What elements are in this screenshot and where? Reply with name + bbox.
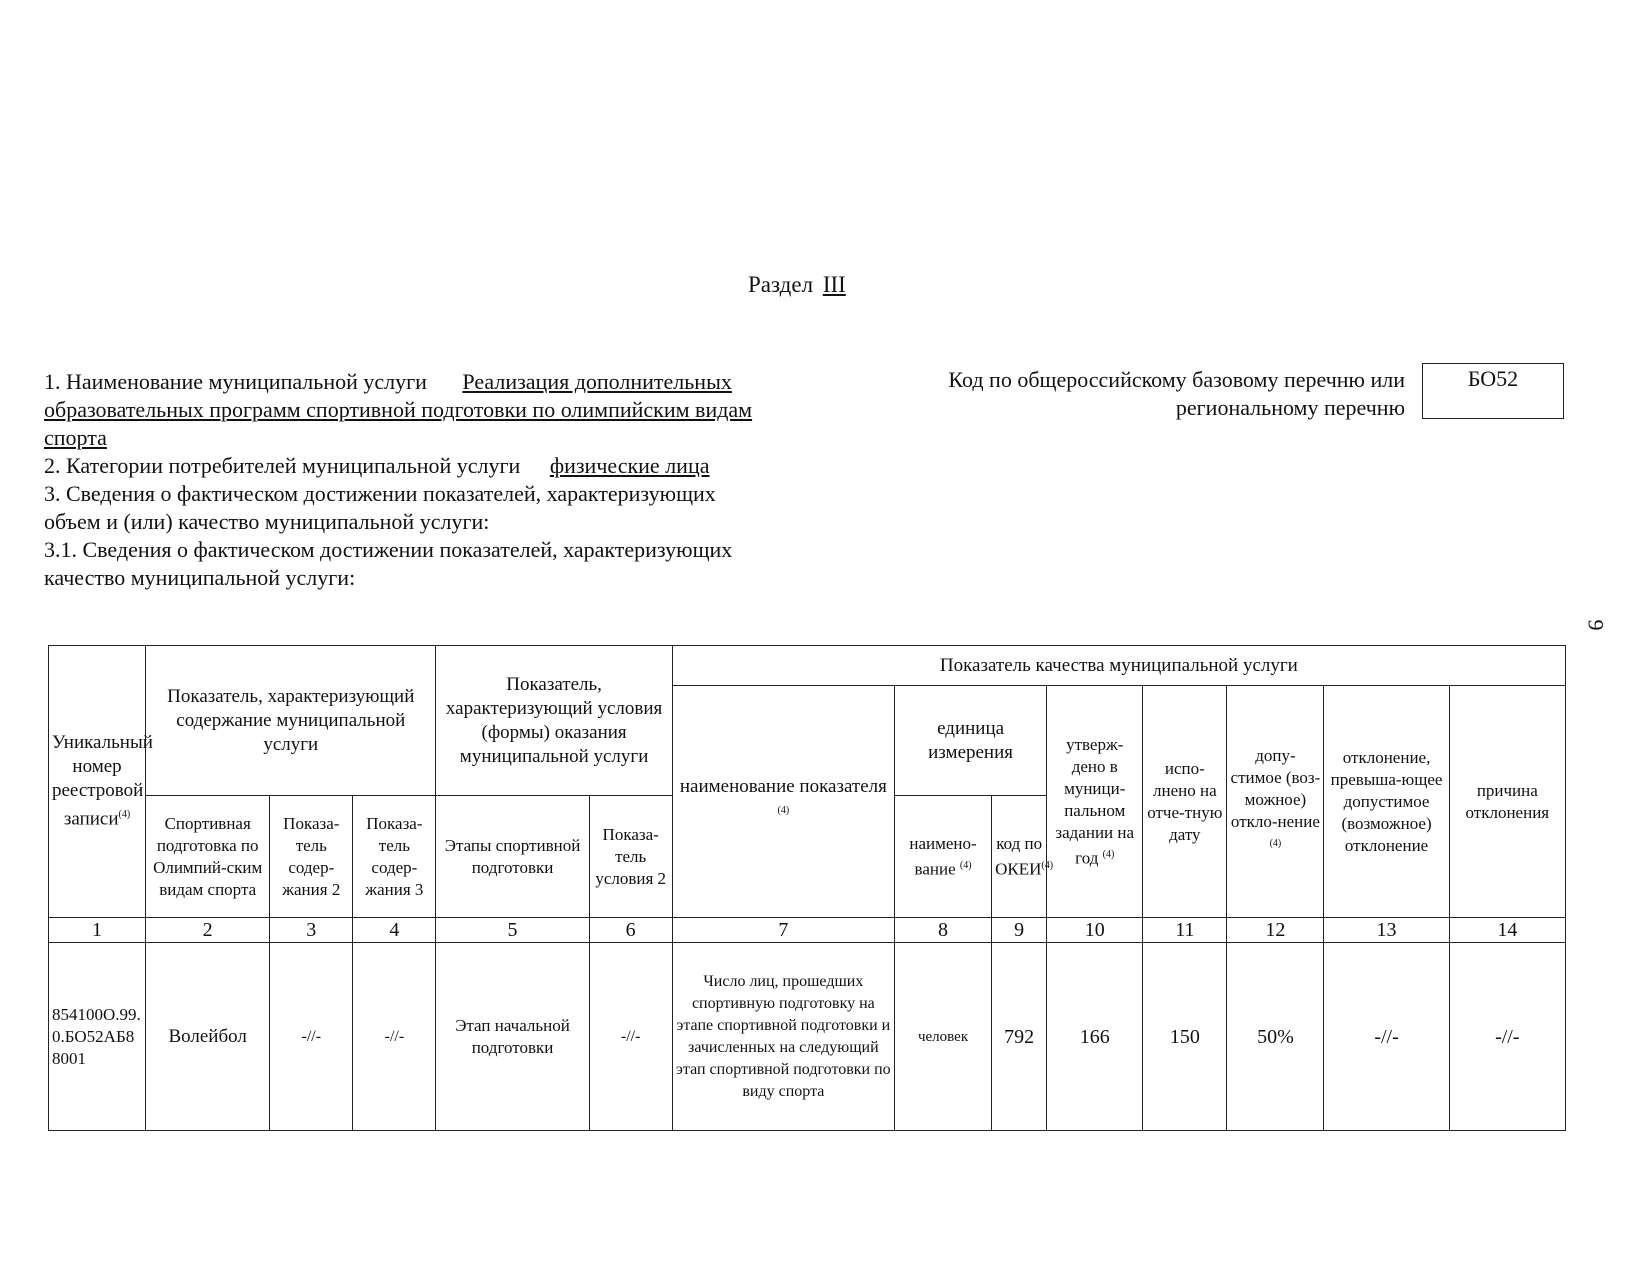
section-title: [748, 272, 850, 298]
header-stages: Этапы спортивной подготовки: [436, 796, 589, 918]
cell-content2: -//-: [270, 943, 353, 1131]
col-number: 13: [1324, 918, 1449, 943]
item31-line2: качество муниципальной услуги:: [44, 565, 356, 590]
header-unit: единица измерения: [895, 686, 1047, 796]
header-content3: Показа-тель содер-жания 3: [353, 796, 436, 918]
cell-indicator: Число лиц, прошедших спортивную подготовку на этапе спортивной подготовки и зачисленных на следующий этап спортивной подготовки по виду спорта: [672, 943, 894, 1131]
quality-table: [48, 645, 1566, 1131]
category-value: физические лица: [549, 453, 710, 478]
col-number: 8: [895, 918, 992, 943]
header-sport: Спортивная подготовка по Олимпий-ским видам спорта: [146, 796, 270, 918]
col-number: 6: [589, 918, 672, 943]
cell-content3: -//-: [353, 943, 436, 1131]
table-row: [49, 943, 1566, 1131]
service-name-line: [44, 368, 874, 396]
code-label-line1: Код по общероссийскому базовому перечню или: [948, 367, 1405, 392]
service-name-label: 1. Наименование муниципальной услуги: [44, 369, 427, 394]
cell-sport: Волейбол: [146, 943, 270, 1131]
header-cond2: Показа-тель условия 2: [589, 796, 672, 918]
code-label-line2: региональному перечню: [1175, 395, 1405, 420]
category-line: [44, 452, 874, 480]
header-unit-name: наимено-вание $^{(4)}$: [895, 796, 992, 918]
cell-unit: человек: [895, 943, 992, 1131]
col-number: 9: [992, 918, 1047, 943]
cell-stage: Этап начальной подготовки: [436, 943, 589, 1131]
service-info: [44, 368, 874, 592]
header-reason: причина отклонения: [1449, 686, 1565, 918]
header-approved: утверж-дено в муници-пальном задании на год $^{(4)}$: [1047, 686, 1143, 918]
col-number: 10: [1047, 918, 1143, 943]
item3-line2: объем и (или) качество муниципальной услуги:: [44, 509, 490, 534]
header-deviation: отклонение, превыша-ющее допустимое (возможное) отклонение: [1324, 686, 1449, 918]
col-number: 3: [270, 918, 353, 943]
item31-line1: 3.1. Сведения о фактическом достижении показателей, характеризующих: [44, 537, 733, 562]
service-name-value-1: Реализация дополнительных: [462, 369, 732, 394]
col-number: 7: [672, 918, 894, 943]
header-content: Показатель, характеризующий содержание муниципальной услуги: [146, 646, 436, 796]
service-name-value-2: образовательных программ спортивной подготовки по олимпийским видам: [44, 397, 753, 422]
cell-done: 150: [1143, 943, 1227, 1131]
cell-okei: 792: [992, 943, 1047, 1131]
header-content2: Показа-тель содер-жания 2: [270, 796, 353, 918]
col-number: 14: [1449, 918, 1565, 943]
col-number: 2: [146, 918, 270, 943]
cell-allowed: 50%: [1227, 943, 1324, 1131]
header-okei: код по ОКЕИ$^{(4)}$: [992, 796, 1047, 918]
code-box: БО52: [1422, 363, 1564, 419]
category-label: 2. Категории потребителей муниципальной услуги: [44, 453, 521, 478]
header-allowed: допу-стимое (воз-можное) откло-нение $^{(4)}$: [1227, 686, 1324, 918]
col-number: 5: [436, 918, 589, 943]
item3-line1: 3. Сведения о фактическом достижении показателей, характеризующих: [44, 481, 716, 506]
cell-approved: 166: [1047, 943, 1143, 1131]
col-number: 4: [353, 918, 436, 943]
code-label: [905, 366, 1405, 422]
cell-deviation: -//-: [1324, 943, 1449, 1131]
header-quality: Показатель качества муниципальной услуги: [672, 646, 1565, 686]
header-indicator-name: наименование показателя $^{(4)}$: [672, 686, 894, 918]
header-conditions: Показатель, характеризующий условия (формы) оказания муниципальной услуги: [436, 646, 672, 796]
col-number: 1: [49, 918, 146, 943]
section-number: III: [822, 272, 846, 297]
header-done: испо-лнено на отче-тную дату: [1143, 686, 1227, 918]
cell-reason: -//-: [1449, 943, 1565, 1131]
cell-cond2: -//-: [589, 943, 672, 1131]
cell-unique: 854100О.99.0.БО52АБ88001: [49, 943, 146, 1131]
page-number: 9: [1583, 619, 1609, 631]
service-name-value-3: спорта: [44, 425, 107, 450]
col-number: 11: [1143, 918, 1227, 943]
header-unique: Уникальный номер реестровой записи$^{(4)}$: [49, 646, 146, 918]
col-number: 12: [1227, 918, 1324, 943]
section-prefix: Раздел: [748, 272, 814, 297]
